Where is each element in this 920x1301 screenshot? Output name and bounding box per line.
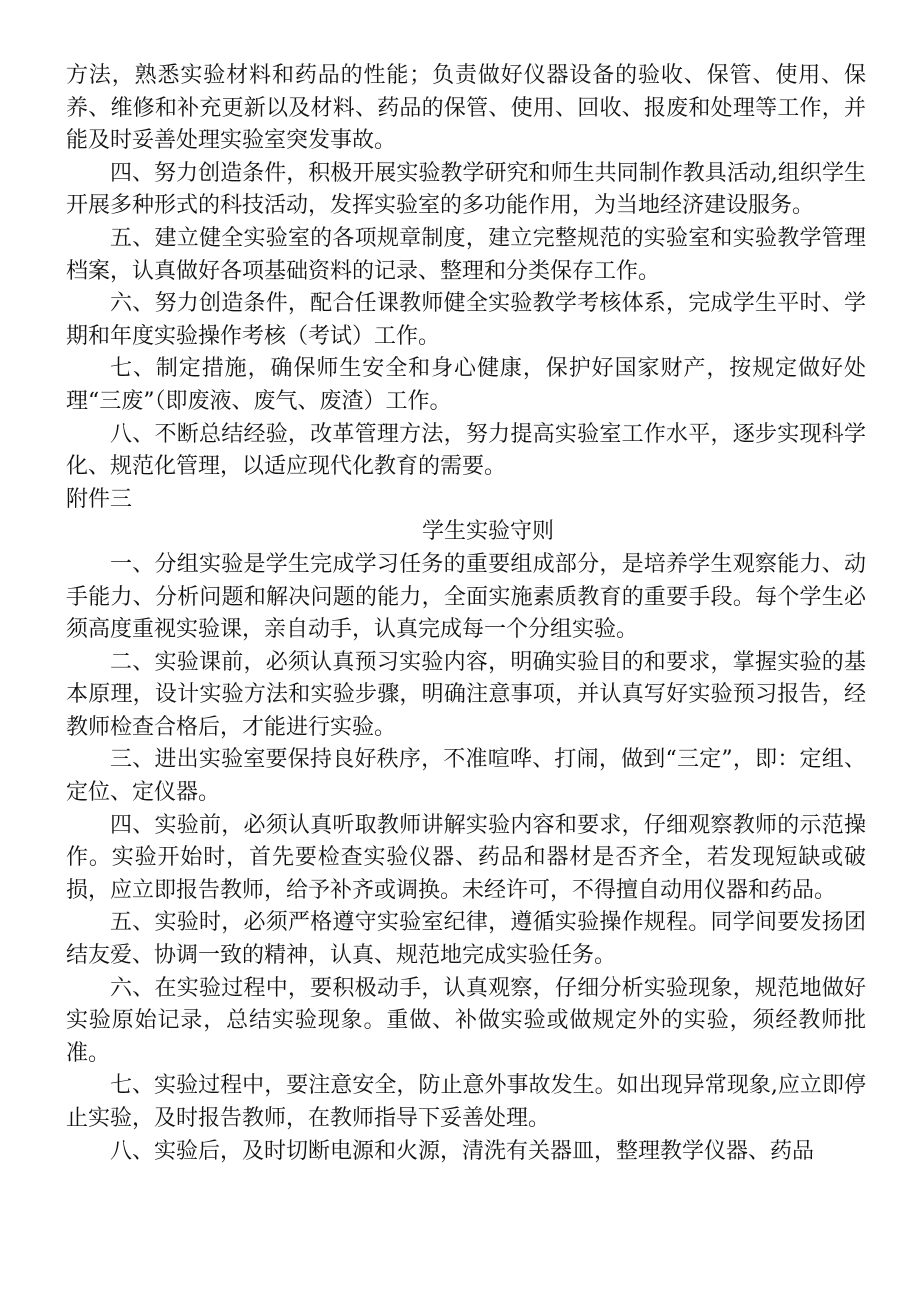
section-title: 学生实验守则 (421, 519, 554, 545)
rule-7: 七、实验过程中，要注意安全，防止意外事故发生。如出现异常现象,应立即停止实验，及时报告教师，在教师指导下妥善处理。 (66, 1073, 866, 1131)
previous-section-item-6: 六、努力创造条件，配合任课教师健全实验教学考核体系，完成学生平时、学期和年度实验操作考核（考试）工作。 (66, 291, 866, 349)
previous-section-item-4: 四、努力创造条件，积极开展实验教学研究和师生共同制作教具活动,组织学生开展多种形式的科技活动，发挥实验室的多功能作用，为当地经济建设服务。 (66, 160, 866, 219)
rule-1: 一、分组实验是学生完成学习任务的重要组成部分，是培养学生观察能力、动手能力、分析问题和解决问题的能力，全面实施素质教育的重要手段。每个学生必须高度重视实验课，亲自动手，认真完成每一个分组实验。 (66, 551, 866, 643)
rule-8: 八、实验后，及时切断电源和火源，清洗有关器皿，整理教学仪器、药品 (110, 1138, 815, 1164)
rule-2: 二、实验课前，必须认真预习实验内容，明确实验目的和要求，掌握实验的基本原理，设计实验方法和实验步骤，明确注意事项，并认真写好实验预习报告，经教师检查合格后，才能进行实验。 (66, 649, 866, 740)
rule-4: 四、实验前，必须认真听取教师讲解实验内容和要求，仔细观察教师的示范操作。实验开始时，首先要检查实验仪器、药品和器材是否齐全，若发现短缺或破损，应立即报告教师，给予补齐或调换。未经许可，不得擅自动用仪器和药品。 (66, 812, 866, 903)
rule-3: 三、进出实验室要保持良好秩序，不准喧哗、打闹，做到“三定”，即：定组、定位、定仪器。 (66, 747, 866, 806)
rule-5: 五、实验时，必须严格遵守实验室纪律，遵循实验操作规程。同学间要发扬团结友爱、协调一致的精神，认真、规范地完成实验任务。 (66, 910, 866, 969)
previous-section-item-5: 五、建立健全实验室的各项规章制度，建立完整规范的实验室和实验教学管理档案，认真做好各项基础资料的记录、整理和分类保存工作。 (66, 225, 866, 284)
document-body (66, 60, 866, 1168)
rule-6: 六、在实验过程中，要积极动手，认真观察，仔细分析实验现象，规范地做好实验原始记录，总结实验现象。重做、补做实验或做规定外的实验，须经教师批准。 (66, 975, 866, 1066)
annex-label: 附件三 (66, 486, 133, 512)
previous-section-continuation: 方法，熟悉实验材料和药品的性能；负责做好仪器设备的验收、保管、使用、保养、维修和补充更新以及材料、药品的保管、使用、回收、报废和处理等工作，并能及时妥善处理实验室突发事故。 (66, 63, 866, 154)
previous-section-item-8: 八、不断总结经验，改革管理方法，努力提高实验室工作水平，逐步实现科学化、规范化管理，以适应现代化教育的需要。 (66, 421, 866, 480)
previous-section-item-7: 七、制定措施，确保师生安全和身心健康，保护好国家财产，按规定做好处理“三废”（即废液、废气、废渣）工作。 (66, 356, 866, 414)
